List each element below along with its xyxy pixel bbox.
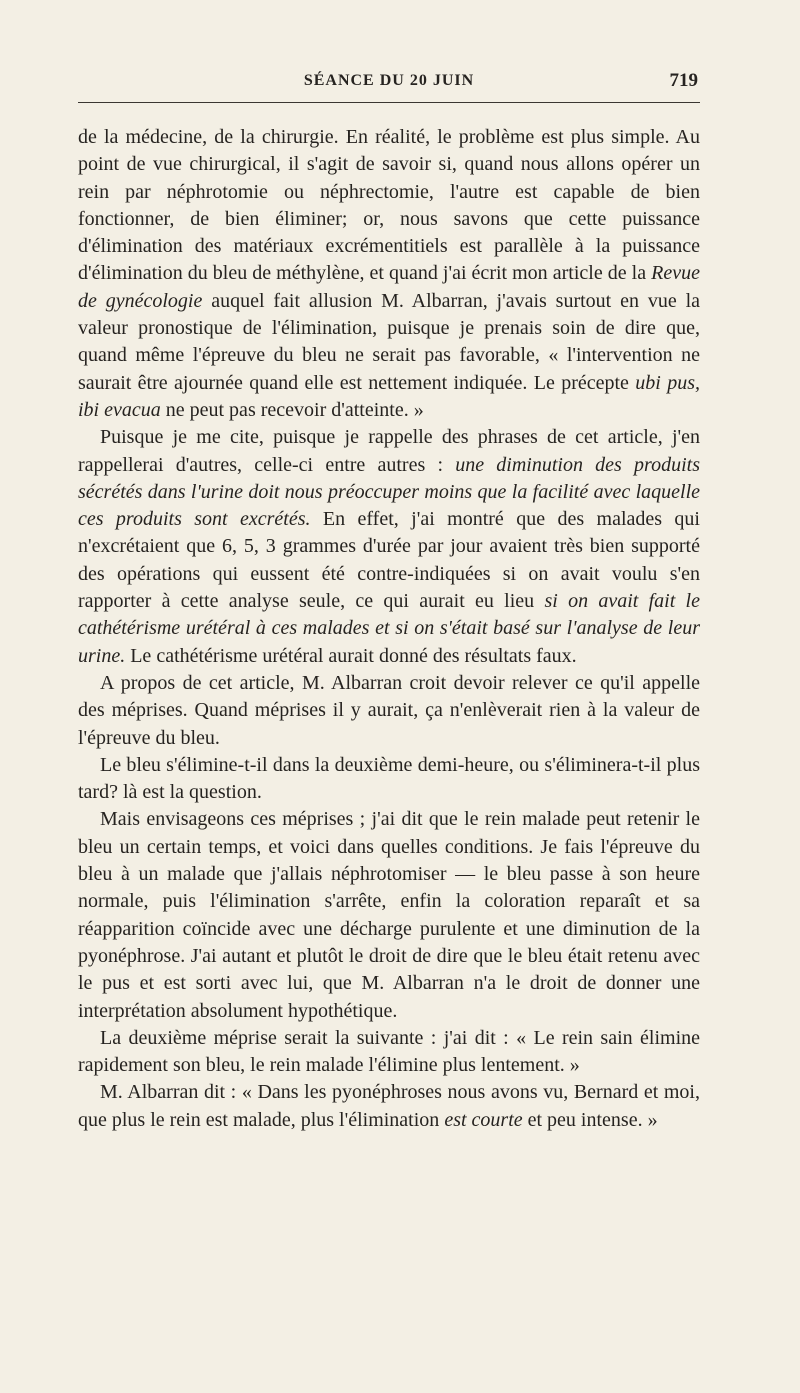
paragraph-7 bbox=[78, 1079, 700, 1134]
italic-text: ubi pus, ibi evacua bbox=[78, 371, 701, 421]
paragraph-4 bbox=[78, 752, 700, 807]
text-run: En effet, j'ai montré que des malades qui n'excrétaient que 6, 5, 3 grammes d'urée par jour avaient très bien supporté des opérations qui eussent été contre-indiquées si on avait voulu s'en rapporter à cette analyse seule, ce qui aurait eu lieu bbox=[78, 508, 700, 613]
text-run: Le cathétérisme urétéral aurait donné des résultats faux. bbox=[125, 644, 577, 667]
italic-text: est courte bbox=[444, 1108, 523, 1131]
paragraph-1 bbox=[78, 124, 700, 424]
text-run: et peu intense. » bbox=[522, 1108, 658, 1131]
text-run: Puisque je me cite, puisque je rappelle des phrases de cet article, j'en rappellerai d'autres, celle-ci entre autres : bbox=[78, 426, 700, 476]
text-run: M. Albarran dit : « Dans les pyonéphroses nous avons vu, Bernard et moi, que plus le rein est malade, plus l'élimination bbox=[78, 1081, 700, 1131]
paragraph-2 bbox=[78, 424, 700, 670]
text-run: La deuxième méprise serait la suivante : j'ai dit : « Le rein sain élimine rapidement son bleu, le rein malade l'élimine plus lentement. » bbox=[78, 1026, 700, 1077]
text-run: auquel fait allusion M. Albarran, j'avais surtout en vue la valeur pronostique de l'élimination, puisque je prenais soin de dire que, quand même l'épreuve du bleu ne serait pas favorable, « l'intervention ne saurait être ajournée quand elle est nettement indiquée. Le précepte bbox=[78, 289, 700, 394]
running-title: SÉANCE DU 20 JUIN bbox=[303, 72, 475, 89]
paragraph-6 bbox=[78, 1025, 700, 1080]
text-run: de la médecine, de la chirurgie. En réalité, le problème est plus simple. Au point de vue chirurgical, il s'agit de savoir si, quand nous allons opérer un rein par néphrotomie ou néphrectomie, l'autre est capable de bien fonctionner, de bien éliminer; or, nous savons que cette puissance d'élimination des matériaux excrémentitiels est parallèle à la puissance d'élimination du bleu de méthylène, et quand j'ai écrit mon article de la bbox=[78, 126, 700, 285]
page-number: 719 bbox=[669, 70, 698, 91]
paragraph-5 bbox=[78, 806, 700, 1024]
page-header bbox=[78, 72, 700, 103]
paragraph-3 bbox=[78, 670, 700, 752]
italic-text: Revue de gynécologie bbox=[78, 262, 700, 312]
text-run: Le bleu s'élimine-t-il dans la deuxième demi-heure, ou s'éliminera-t-il plus tard? là est la question. bbox=[78, 753, 700, 804]
italic-text: si on avait fait le cathétérisme urétéral à ces malades et si on s'était basé sur l'analyse de leur urine. bbox=[78, 590, 700, 667]
italic-text: une diminution des produits sécrétés dans l'urine doit nous préoccuper moins que la facilité avec laquelle ces produits sont excrétés. bbox=[78, 453, 700, 531]
text-run: Mais envisageons ces méprises ; j'ai dit que le rein malade peut retenir le bleu un certain temps, et voici dans quelles conditions. Je fais l'épreuve du bleu à un malade que j'allais néphrotomiser — le bleu passe à son heure normale, puis l'élimination s'arrête, enfin la coloration reparaît et sa réapparition coïncide avec une décharge purulente et une diminution de la pyonéphrose. J'ai autant et plutôt le droit de dire que le bleu était retenu avec le pus et est sorti avec lui, que M. Albarran n'a le droit de donner une interprétation absolument hypothétique. bbox=[78, 808, 700, 1022]
text-run: A propos de cet article, M. Albarran croit devoir relever ce qu'il appelle des méprises. Quand méprises il y aurait, ça n'enlèverait rien à la valeur de l'épreuve du bleu. bbox=[78, 671, 700, 749]
text-run: ne peut pas recevoir d'atteinte. » bbox=[160, 398, 424, 421]
body-text bbox=[78, 124, 700, 1134]
